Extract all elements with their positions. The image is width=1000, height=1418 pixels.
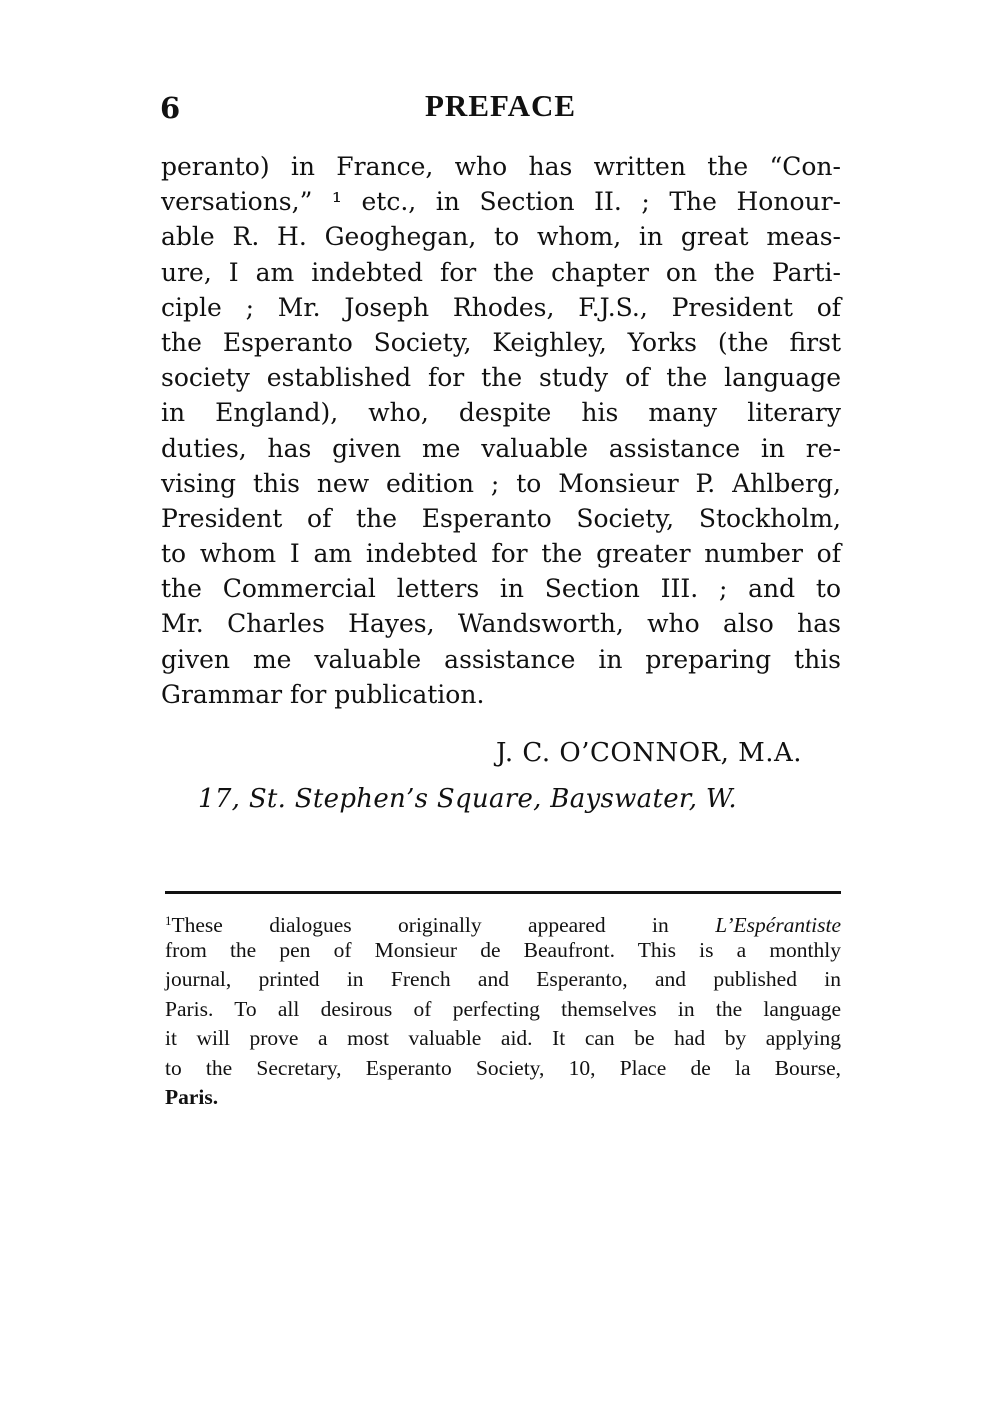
footnote-text: These dialogues originally appeared in xyxy=(171,913,669,937)
body-line: society established for the study of the language xyxy=(161,363,841,393)
body-line: Mr. Charles Hayes, Wandsworth, who also has xyxy=(161,609,841,639)
running-head: PREFACE xyxy=(425,88,577,123)
body-line: ure, I am indebted for the chapter on the Parti- xyxy=(161,257,841,287)
body-line: the Commercial letters in Section III. ; and to xyxy=(161,574,841,604)
body-line: ciple ; Mr. Joseph Rhodes, F.J.S., President of xyxy=(161,292,841,322)
footnote-rule xyxy=(165,891,841,894)
body-line: Grammar for publication. xyxy=(161,679,485,709)
body-text xyxy=(161,149,841,712)
page-number: 6 xyxy=(160,91,181,125)
footnote-line: it will prove a most valuable aid. It can be had by applying xyxy=(165,1026,841,1050)
footnote-line: to the Secretary, Esperanto Society, 10, Place de la Bourse, xyxy=(165,1055,841,1080)
body-line: able R. H. Geoghegan, to whom, in great meas- xyxy=(161,222,841,252)
footnote-line: journal, printed in French and Esperanto, and published in xyxy=(165,967,841,991)
address: 17, St. Stephen’s Square, Bayswater, W. xyxy=(198,784,737,814)
body-line: vising this new edition ; to Monsieur P. Ahlberg, xyxy=(161,468,841,498)
body-line: given me valuable assistance in preparing this xyxy=(161,644,841,674)
body-line: duties, has given me valuable assistance in re- xyxy=(161,433,841,463)
footnote-line: from the pen of Monsieur de Beaufront. This is a monthly xyxy=(165,937,841,962)
body-line: the Esperanto Society, Keighley, Yorks (the first xyxy=(161,327,841,357)
footnote-line: Paris. To all desirous of perfecting themselves in the language xyxy=(165,996,841,1021)
footnote-line xyxy=(165,906,841,936)
footnote-marker: 1 xyxy=(165,913,172,928)
footnote-line: Paris. xyxy=(165,1085,219,1109)
body-line: to whom I am indebted for the greater number of xyxy=(161,539,841,569)
body-line: versations,” ¹ etc., in Section II. ; The Honour- xyxy=(161,187,841,217)
body-line: in England), who, despite his many literary xyxy=(161,398,841,428)
footnote xyxy=(165,906,841,1113)
body-line: peranto) in France, who has written the “Con- xyxy=(161,152,841,181)
body-line: President of the Esperanto Society, Stockholm, xyxy=(161,503,841,533)
signature: J. C. O’CONNOR, M.A. xyxy=(496,738,803,768)
footnote-journal-title: L’Espérantiste xyxy=(715,913,842,937)
